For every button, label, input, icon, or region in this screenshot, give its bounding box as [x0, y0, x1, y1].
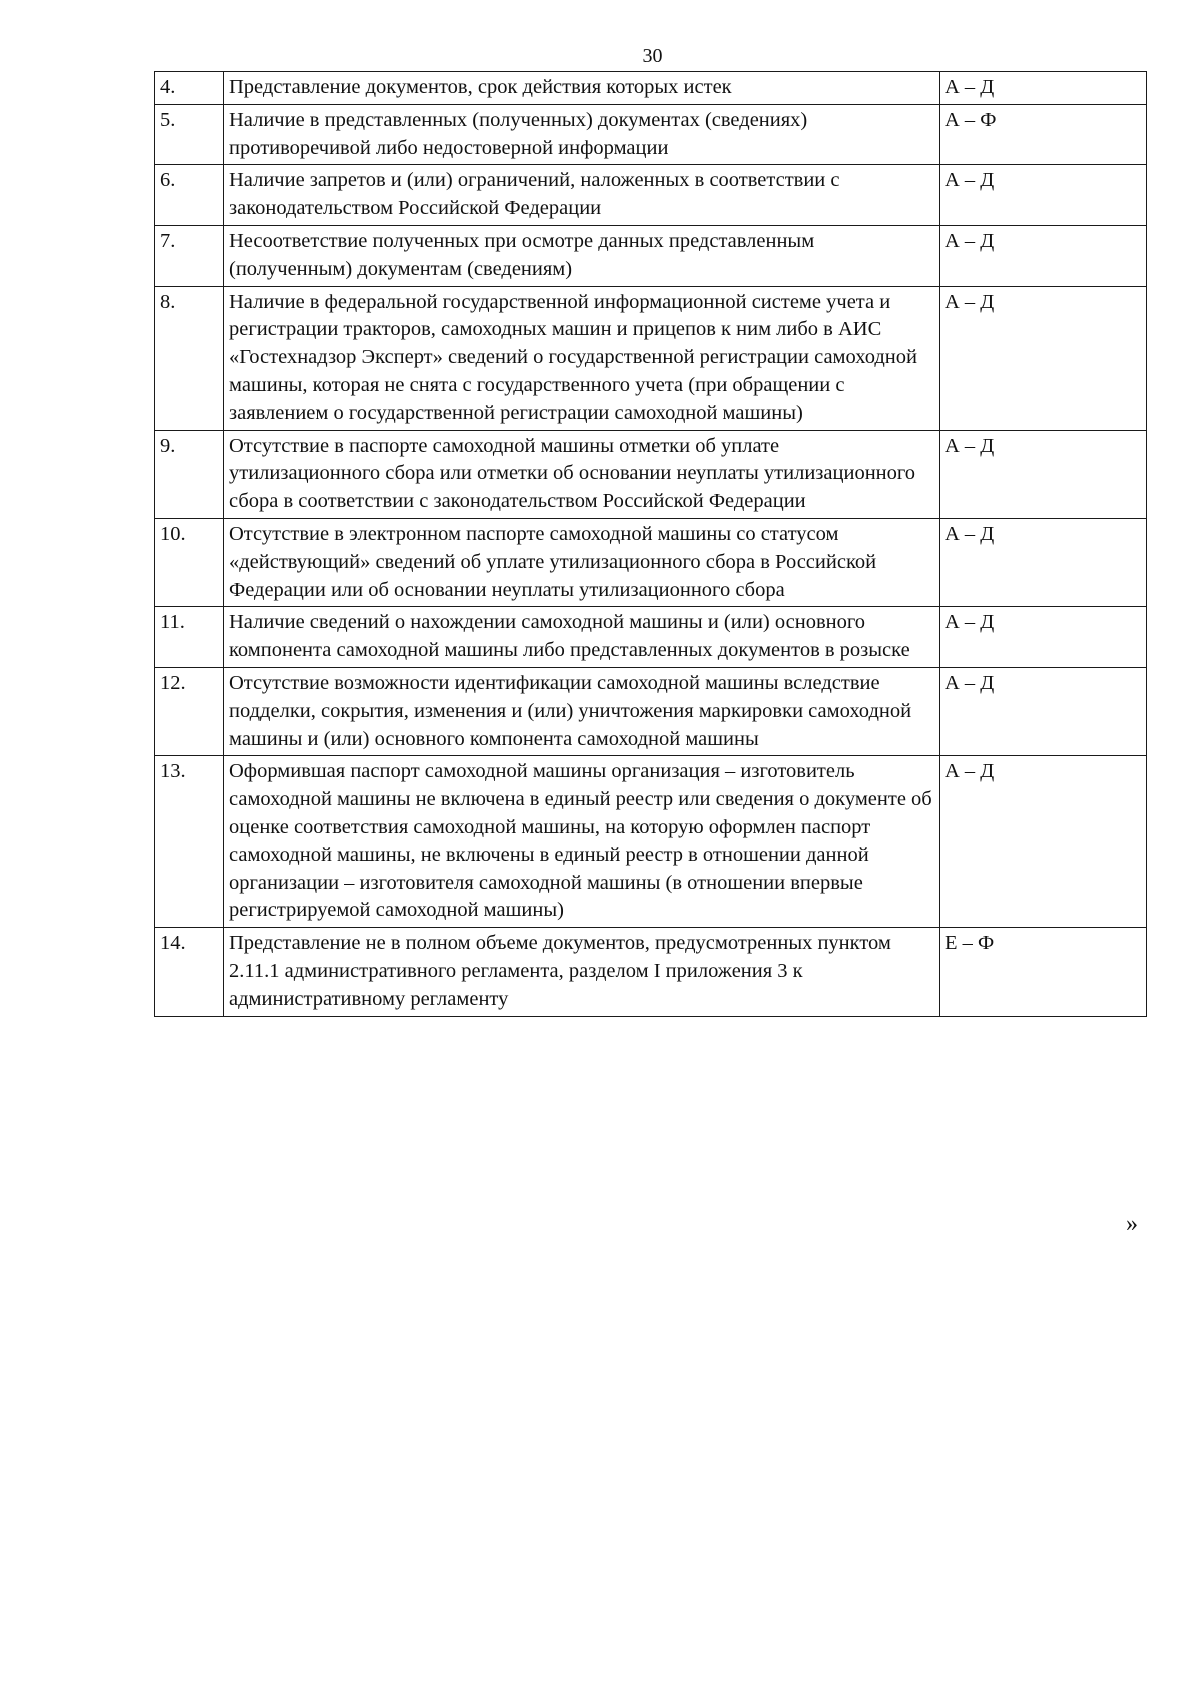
row-description: Наличие запретов и (или) ограничений, наложенных в соответствии с законодательством Российской Федерации — [224, 165, 940, 226]
row-number: 6. — [155, 165, 224, 226]
row-number: 14. — [155, 928, 224, 1016]
row-code: А – Ф — [940, 104, 1147, 165]
row-description: Отсутствие возможности идентификации самоходной машины вследствие подделки, сокрытия, изменения и (или) уничтожения маркировки самоходной машины и (или) основного компонента самоходной машины — [224, 667, 940, 755]
row-description: Отсутствие в паспорте самоходной машины отметки об уплате утилизационного сбора или отметки об основании неуплаты утилизационного сбора в соответствии с законодательством Российской Федерации — [224, 430, 940, 518]
row-description: Отсутствие в электронном паспорте самоходной машины со статусом «действующий» сведений об уплате утилизационного сбора в Российской Федерации или об основании неуплаты утилизационного сбора — [224, 518, 940, 606]
row-description: Оформившая паспорт самоходной машины организация – изготовитель самоходной машины не включена в единый реестр или сведения о документе об оценке соответствия самоходной машины, на которую оформлен паспорт самоходной машины, не включены в единый реестр в отношении данной организации – изготовителя самоходной машины (в отношении впервые регистрируемой самоходной машины) — [224, 756, 940, 928]
page-number: 30 — [642, 45, 663, 67]
row-code: А – Д — [940, 607, 1147, 668]
row-number: 5. — [155, 104, 224, 165]
row-number: 10. — [155, 518, 224, 606]
row-description: Наличие в представленных (полученных) документах (сведениях) противоречивой либо недостоверной информации — [224, 104, 940, 165]
row-code: А – Д — [940, 430, 1147, 518]
table-row — [155, 165, 1147, 226]
row-number: 8. — [155, 286, 224, 430]
table-row — [155, 928, 1147, 1016]
table-row — [155, 430, 1147, 518]
closing-quote: » — [1126, 1211, 1138, 1237]
table-row — [155, 104, 1147, 165]
row-code: А – Д — [940, 225, 1147, 286]
requirements-table — [154, 71, 1147, 1017]
row-code: А – Д — [940, 667, 1147, 755]
table-row — [155, 72, 1147, 105]
row-description: Представление документов, срок действия которых истек — [224, 72, 940, 105]
table-row — [155, 286, 1147, 430]
row-number: 12. — [155, 667, 224, 755]
row-number: 7. — [155, 225, 224, 286]
row-description: Несоответствие полученных при осмотре данных представленным (полученным) документам (сведениям) — [224, 225, 940, 286]
row-code: А – Д — [940, 165, 1147, 226]
table-row — [155, 756, 1147, 928]
table-row — [155, 225, 1147, 286]
table-row — [155, 607, 1147, 668]
row-code: Е – Ф — [940, 928, 1147, 1016]
table-row — [155, 518, 1147, 606]
row-number: 13. — [155, 756, 224, 928]
row-description: Представление не в полном объеме документов, предусмотренных пунктом 2.11.1 административного регламента, разделом I приложения 3 к административному регламенту — [224, 928, 940, 1016]
row-code: А – Д — [940, 72, 1147, 105]
row-number: 11. — [155, 607, 224, 668]
row-code: А – Д — [940, 756, 1147, 928]
row-code: А – Д — [940, 286, 1147, 430]
row-description: Наличие в федеральной государственной информационной системе учета и регистрации тракторов, самоходных машин и прицепов к ним либо в АИС «Гостехнадзор Эксперт» сведений о государственной регистрации самоходной машины, которая не снята с государственного учета (при обращении с заявлением о государственной регистрации самоходной машины) — [224, 286, 940, 430]
row-description: Наличие сведений о нахождении самоходной машины и (или) основного компонента самоходной машины либо представленных документов в розыске — [224, 607, 940, 668]
table-row — [155, 667, 1147, 755]
row-number: 4. — [155, 72, 224, 105]
row-number: 9. — [155, 430, 224, 518]
row-code: А – Д — [940, 518, 1147, 606]
